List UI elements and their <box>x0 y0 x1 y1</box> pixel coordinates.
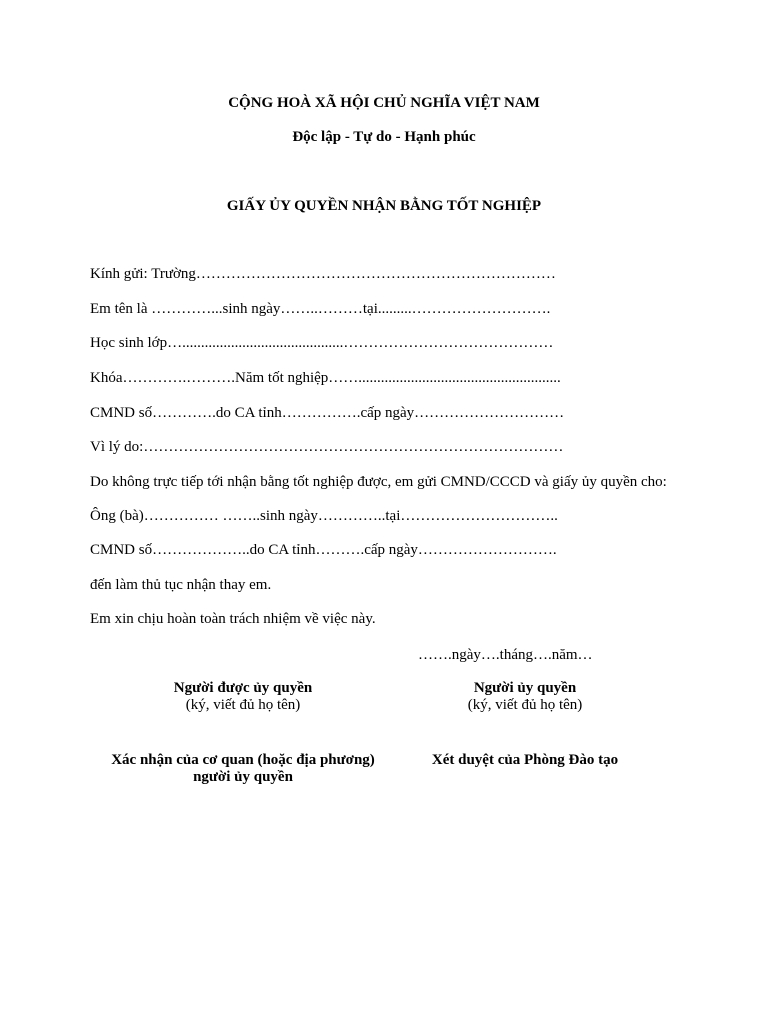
date-line: …….ngày….tháng….năm… <box>418 647 593 663</box>
authorizer-signature-note: (ký, viết đủ họ tên) <box>467 697 583 713</box>
course-line: Khóa………….……….Năm tốt nghiệp……...................................................... <box>90 370 561 386</box>
motto: Độc lập - Tự do - Hạnh phúc <box>292 129 476 145</box>
confirmation-line-2: người ủy quyền <box>193 769 293 785</box>
purpose-line: đến làm thủ tục nhận thay em. <box>90 577 272 593</box>
authorized-signature-title: Người được ủy quyền <box>173 680 313 696</box>
national-title: CỘNG HOÀ XÃ HỘI CHỦ NGHĨA VIỆT NAM <box>228 95 540 111</box>
recipient-line: Kính gửi: Trường……………………………………………………………… <box>90 266 556 282</box>
responsibility-line: Em xin chịu hoàn toàn trách nhiệm về việc này. <box>90 611 376 627</box>
confirmation-line-1: Xác nhận của cơ quan (hoặc địa phương) <box>111 752 375 768</box>
class-line: Học sinh lớp…...........................................…………………………………… <box>90 335 554 351</box>
id-line: CMND số………….do CA tỉnh…………….cấp ngày………………………… <box>90 405 565 421</box>
name-line: Em tên là …………...sinh ngày……..………tại.........………………………. <box>90 301 551 317</box>
authorized-signature-note: (ký, viết đủ họ tên) <box>185 697 301 713</box>
authorizer-signature-block <box>425 680 625 714</box>
document-title: GIẤY ỦY QUYỀN NHẬN BẰNG TỐT NGHIỆP <box>226 198 542 214</box>
reason-line: Vì lý do:………………………………………………………………………… <box>90 439 564 455</box>
authorized-id-line: CMND số………………..do CA tỉnh……….cấp ngày………………………. <box>90 542 557 558</box>
authorizer-signature-title: Người ủy quyền <box>473 680 577 696</box>
authorized-signature-block <box>143 680 343 714</box>
confirmation-block <box>93 752 393 786</box>
statement-line: Do không trực tiếp tới nhận bằng tốt nghiệp được, em gửi CMND/CCCD và giấy ủy quyền cho: <box>90 474 667 490</box>
approval-title: Xét duyệt của Phòng Đào tạo <box>431 752 619 768</box>
approval-block <box>405 752 645 769</box>
authorized-person-line: Ông (bà)…………… ……..sinh ngày…………..tại………………………….. <box>90 508 558 524</box>
